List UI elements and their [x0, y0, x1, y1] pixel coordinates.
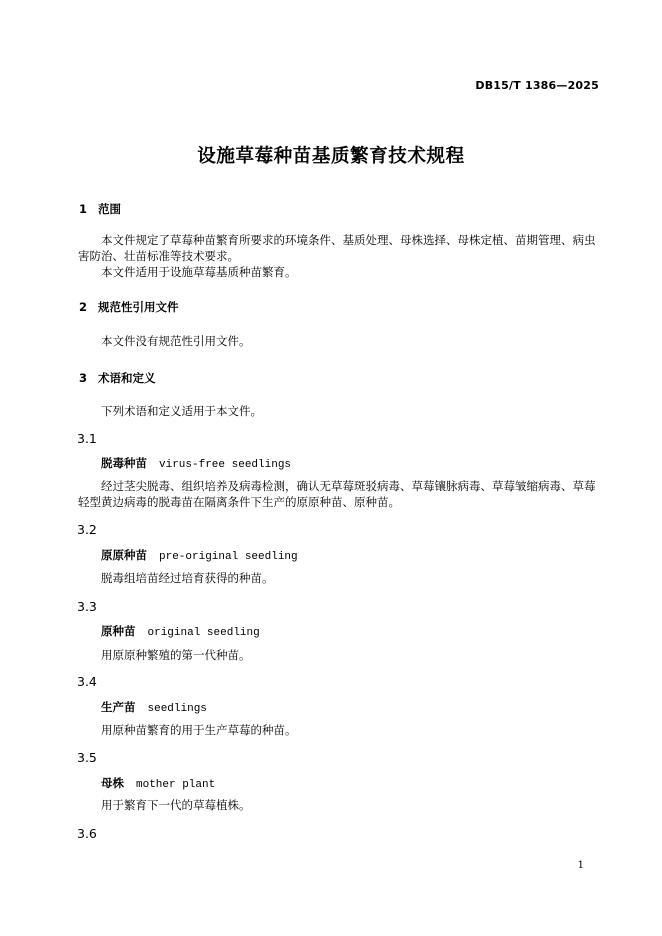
- section-heading-3: [79, 370, 156, 386]
- clause-number-3-1: 3.1: [77, 431, 97, 446]
- term-3-4-definition: 用原种苗繁育的用于生产草莓的种苗。: [101, 723, 297, 737]
- term-en: seedlings: [147, 703, 207, 715]
- term-3-3-definition: 用原原种繁殖的第一代种苗。: [101, 648, 251, 662]
- section-number: 3: [79, 371, 88, 385]
- section-title: 规范性引用文件: [98, 300, 179, 314]
- term-en: original seedling: [147, 627, 260, 639]
- page-number: 1: [577, 860, 584, 871]
- section-number: 2: [79, 300, 88, 314]
- section-number: 1: [79, 202, 88, 216]
- term-3-2-definition: 脱毒组培苗经过培育获得的种苗。: [101, 571, 274, 585]
- term-en: virus-free seedlings: [159, 459, 292, 471]
- term-en: mother plant: [136, 779, 216, 791]
- term-zh: 生产苗: [101, 700, 136, 714]
- term-3-1-definition: 经过茎尖脱毒、组织培养及病毒检测，确认无草莓斑驳病毒、草莓镶脉病毒、草莓皱缩病毒、草莓轻型黄边病毒的脱毒苗在隔离条件下生产的原原种苗、原种苗。: [78, 479, 596, 509]
- term-3-3: [101, 623, 260, 639]
- section-2-paragraph-1: 本文件没有规范性引用文件。: [101, 334, 251, 348]
- clause-number-3-4: 3.4: [77, 674, 97, 689]
- term-en: pre-original seedling: [159, 551, 298, 563]
- clause-number-3-6: 3.6: [77, 826, 97, 841]
- section-title: 范围: [98, 202, 121, 216]
- section-3-paragraph-1: 下列术语和定义适用于本文件。: [101, 404, 262, 418]
- section-1-paragraph-1: 本文件规定了草莓种苗繁育所要求的环境条件、基质处理、母株选择、母株定植、苗期管理、病虫害防治、壮苗标准等技术要求。: [78, 233, 596, 263]
- section-heading-2: [79, 299, 179, 315]
- standard-code: DB15/T 1386—2025: [475, 79, 599, 92]
- clause-number-3-5: 3.5: [77, 750, 97, 765]
- section-heading-1: [79, 201, 121, 217]
- term-3-2: [101, 547, 298, 563]
- term-zh: 脱毒种苗: [101, 456, 147, 470]
- term-3-5: [101, 775, 215, 791]
- section-1-paragraph-2: 本文件适用于设施草莓基质种苗繁育。: [101, 265, 297, 279]
- term-3-1: [101, 455, 291, 471]
- term-3-5-definition: 用于繁育下一代的草莓植株。: [101, 798, 251, 812]
- term-zh: 原原种苗: [101, 548, 147, 562]
- term-zh: 母株: [101, 776, 124, 790]
- clause-number-3-3: 3.3: [77, 599, 97, 614]
- term-zh: 原种苗: [101, 624, 136, 638]
- section-title: 术语和定义: [98, 371, 156, 385]
- document-title: 设施草莓种苗基质繁育技术规程: [197, 146, 465, 167]
- term-3-4: [101, 699, 207, 715]
- clause-number-3-2: 3.2: [77, 522, 97, 537]
